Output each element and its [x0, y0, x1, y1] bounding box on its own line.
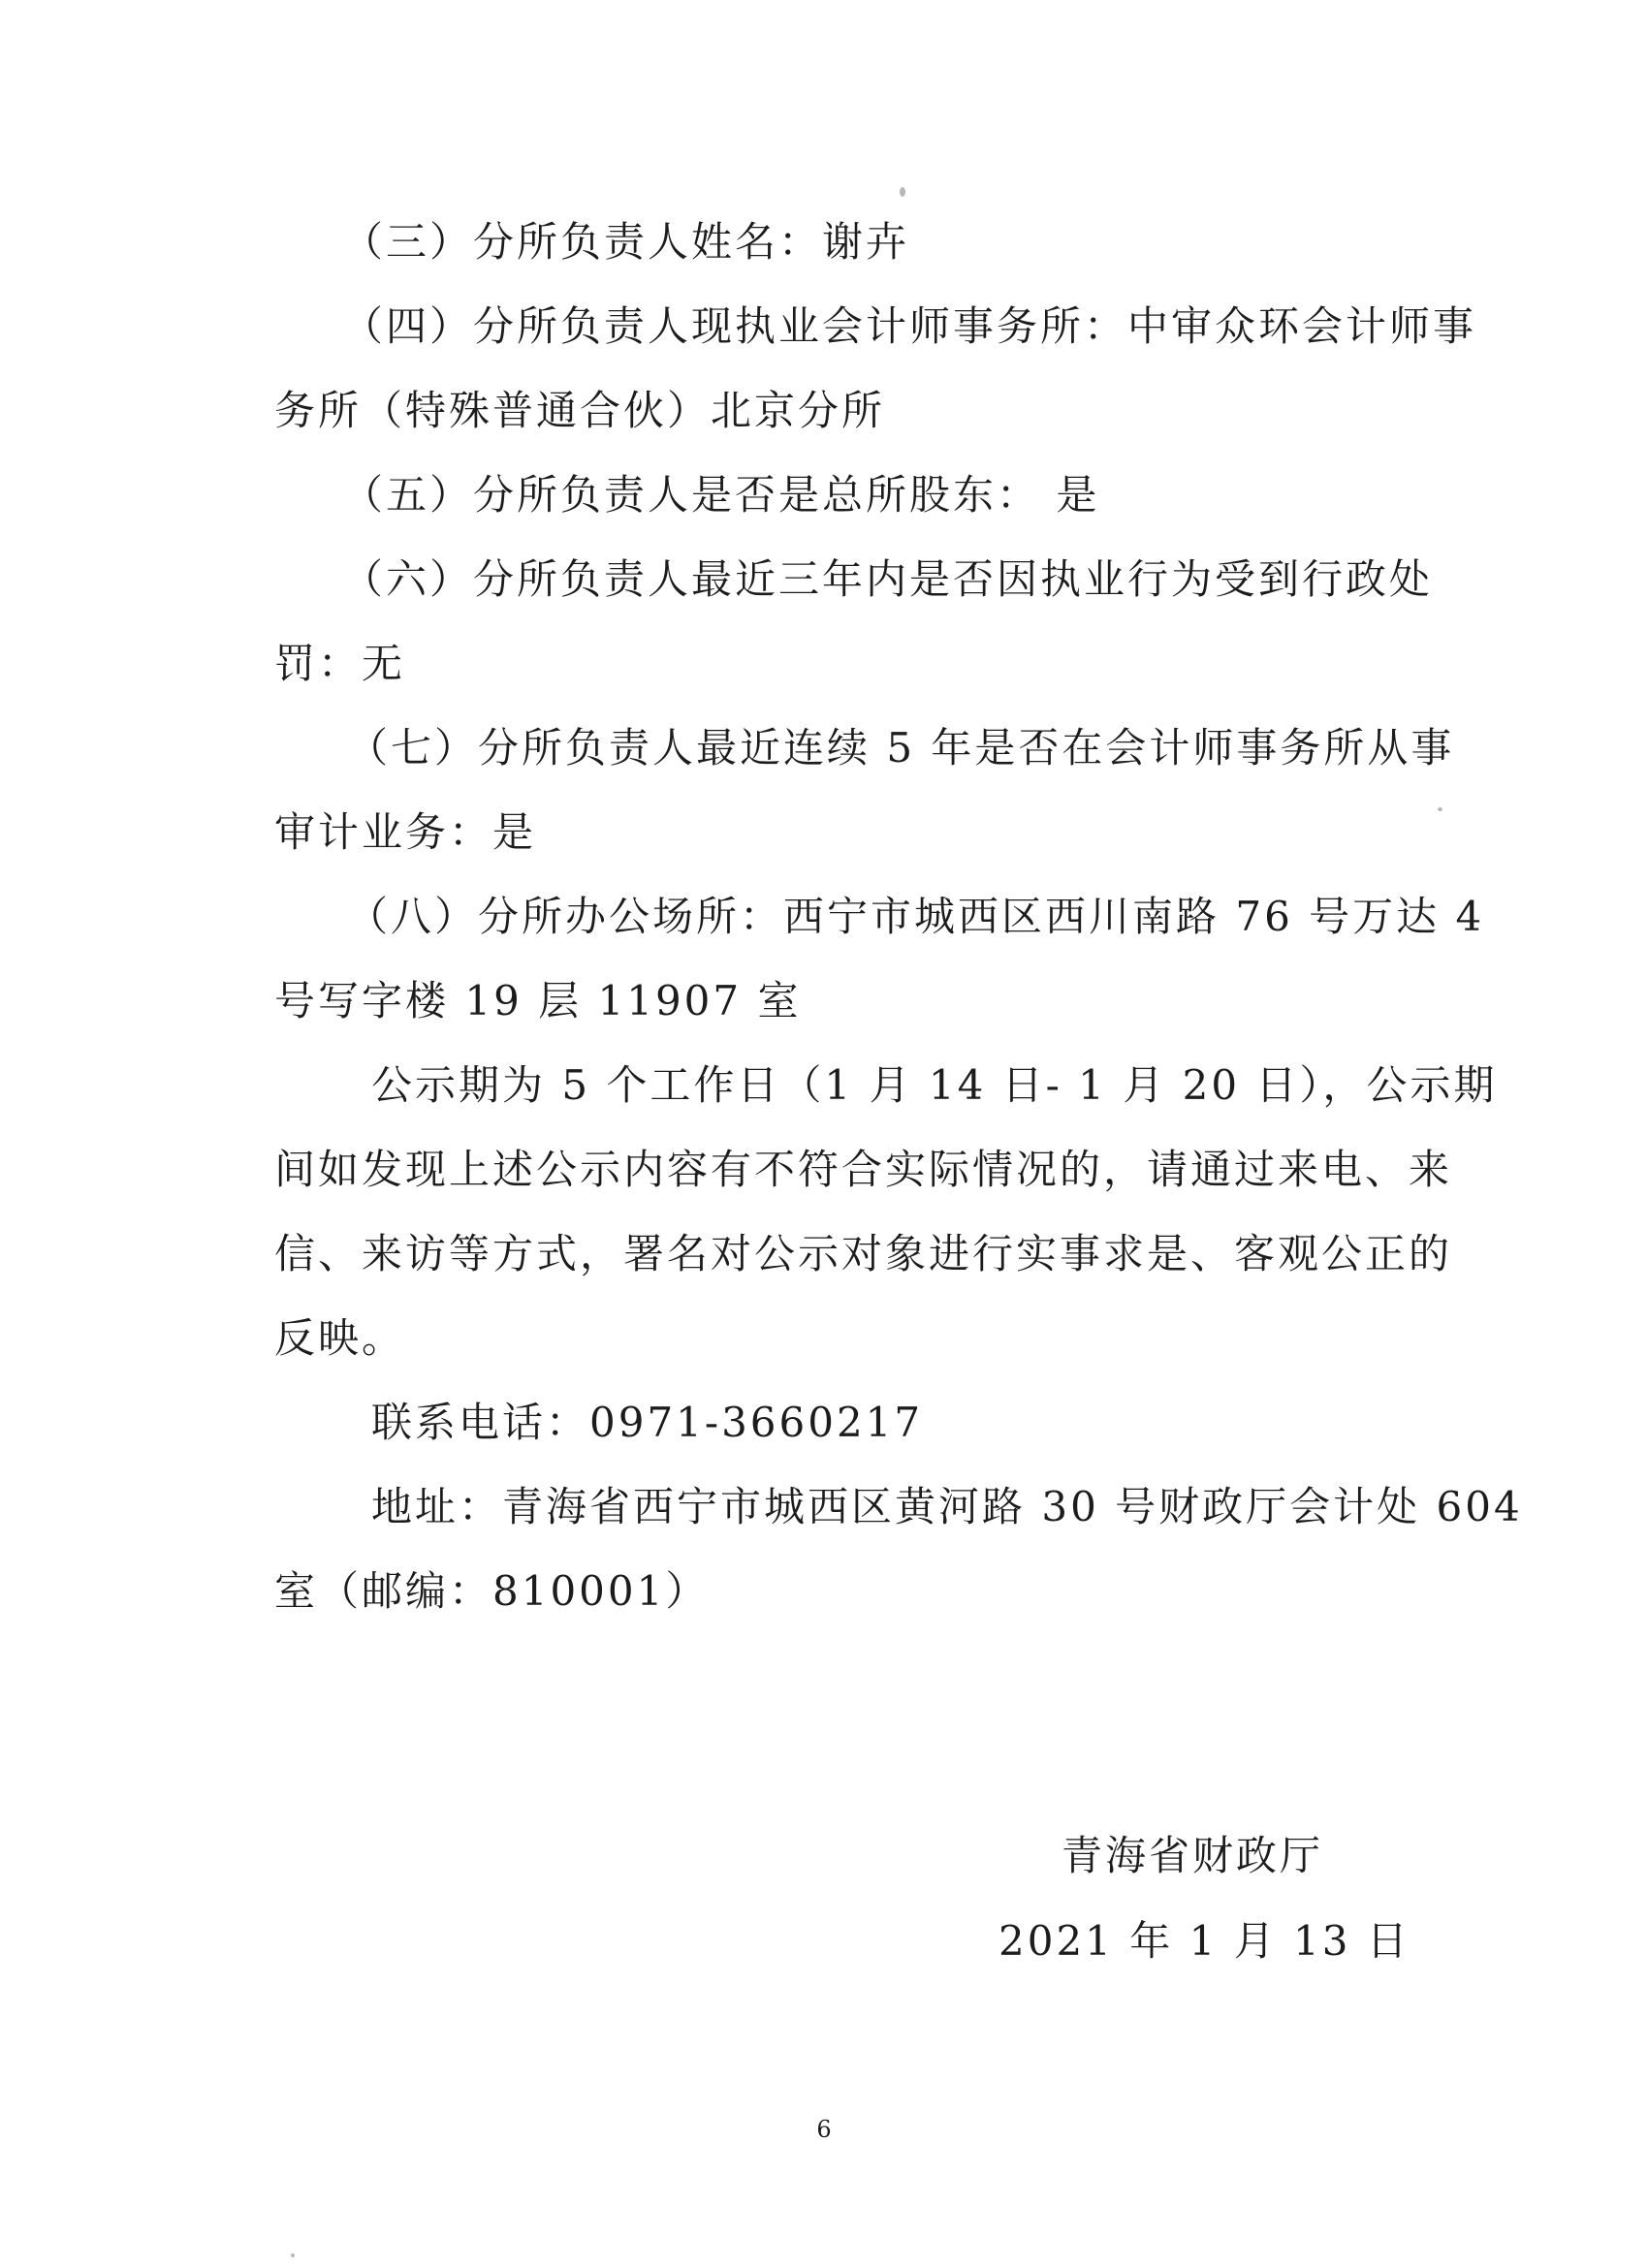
item-6-line-1: （六）分所负责人最近三年内是否因执业行为受到行政处	[342, 555, 1434, 603]
issue-date: 2021 年 1 月 13 日	[998, 1917, 1410, 1965]
item-6-line-2: 罚：无	[274, 640, 406, 687]
notice-line-1: 公示期为 5 个工作日（1 月 14 日- 1 月 20 日），公示期	[371, 1061, 1498, 1109]
item-7-line-1: （七）分所负责人最近连续 5 年是否在会计师事务所从事	[347, 724, 1455, 772]
item-8-line-1: （八）分所办公场所：西宁市城西区西川南路 76 号万达 4	[347, 893, 1485, 940]
issuer-name: 青海省财政厅	[1061, 1832, 1323, 1879]
item-7-line-2: 审计业务：是	[274, 808, 537, 856]
page-number: 6	[816, 2116, 832, 2143]
item-8-line-2: 号写字楼 19 层 11907 室	[274, 977, 802, 1024]
item-5-line-1: （五）分所负责人是否是总所股东： 是	[342, 471, 1100, 519]
scan-speck	[900, 187, 905, 197]
item-4-line-1: （四）分所负责人现执业会计师事务所：中审众环会计师事	[342, 302, 1477, 350]
item-4-line-2: 务所（特殊普通合伙）北京分所	[274, 387, 886, 434]
notice-line-4: 反映。	[274, 1314, 406, 1362]
notice-line-2: 间如发现上述公示内容有不符合实际情况的，请通过来电、来	[274, 1146, 1453, 1193]
item-3-line-1: （三）分所负责人姓名：谢卉	[342, 218, 910, 266]
contact-phone: 联系电话：0971-3660217	[371, 1399, 924, 1446]
scan-speck	[291, 2253, 295, 2257]
notice-line-3: 信、来访等方式，署名对公示对象进行实事求是、客观公正的	[274, 1230, 1453, 1277]
address-line-1: 地址：青海省西宁市城西区黄河路 30 号财政厅会计处 604	[371, 1483, 1523, 1530]
scan-speck	[1438, 807, 1442, 811]
address-line-2: 室（邮编：810001）	[274, 1567, 710, 1615]
